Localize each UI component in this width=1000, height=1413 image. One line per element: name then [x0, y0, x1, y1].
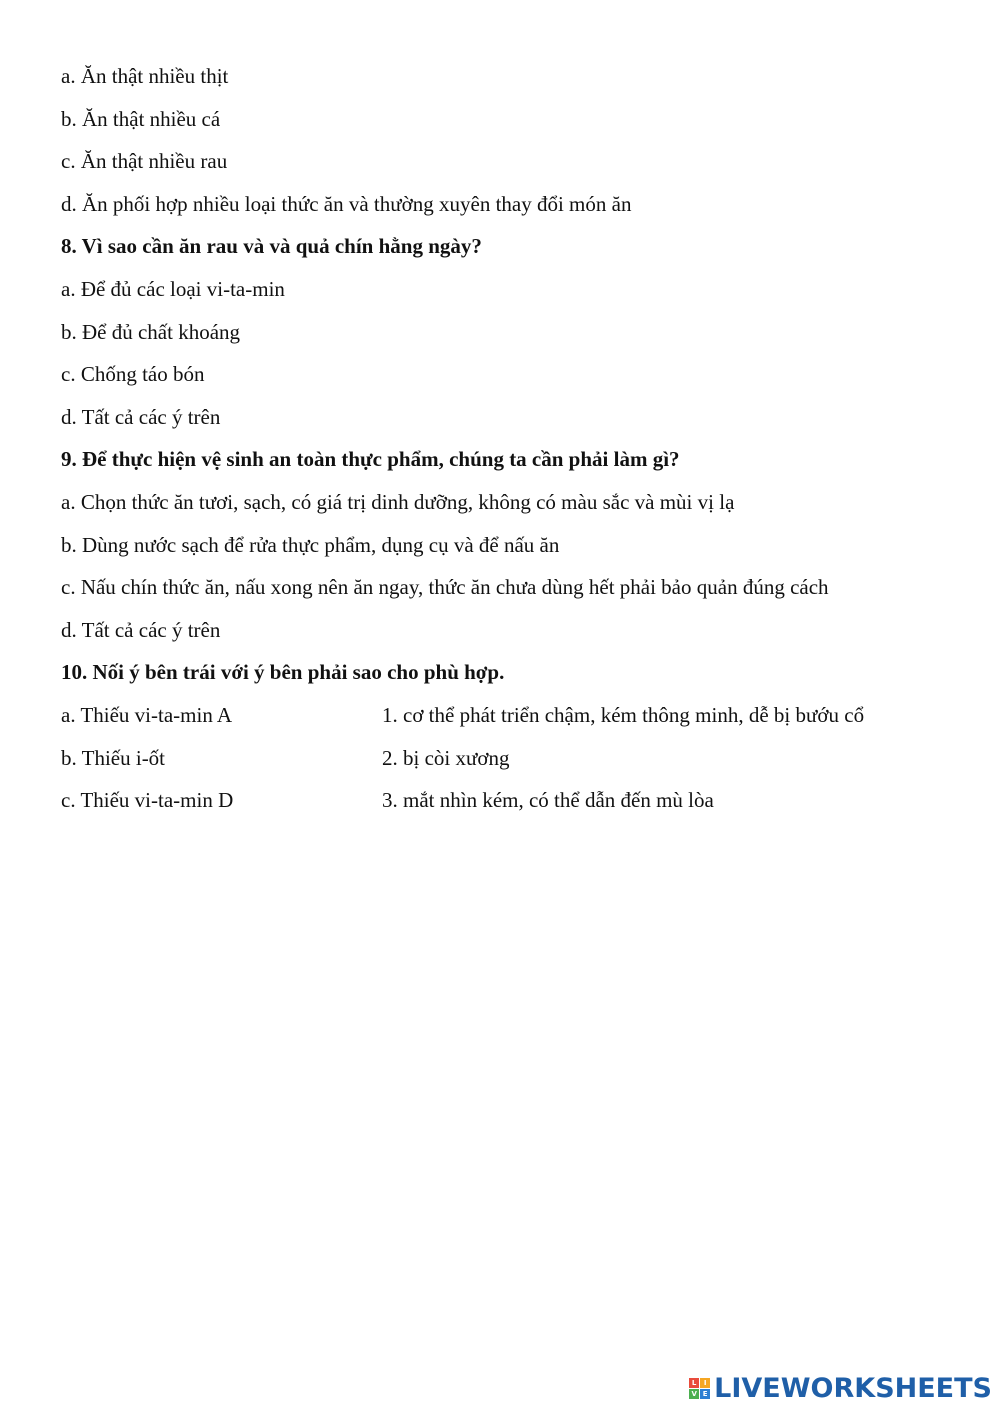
- logo-tile: E: [700, 1389, 710, 1399]
- q10-left-item: a. Thiếu vi-ta-min A: [61, 702, 233, 727]
- q10-match-row: [61, 737, 961, 780]
- logo-tile: V: [689, 1389, 699, 1399]
- q9-option-d: d. Tất cả các ý trên: [61, 617, 221, 642]
- q10-left-item: b. Thiếu i-ốt: [61, 745, 166, 770]
- q8-option-c: c. Chống táo bón: [61, 362, 205, 387]
- q7-option-d: d. Ăn phối hợp nhiều loại thức ăn và thường xuyên thay đổi món ăn: [61, 191, 632, 216]
- q8-option-b: b. Để đủ chất khoáng: [61, 319, 241, 344]
- q10-match-row: [61, 779, 961, 822]
- q10-left-item: c. Thiếu vi-ta-min D: [61, 788, 234, 813]
- q9-option-c: c. Nấu chín thức ăn, nấu xong nên ăn ngay, thức ăn chưa dùng hết phải bảo quản đúng cách: [61, 575, 829, 600]
- liveworksheets-logo-icon: [689, 1378, 710, 1399]
- liveworksheets-brand: [689, 1373, 992, 1403]
- q9-option-b: b. Dùng nước sạch để rửa thực phẩm, dụng cụ và để nấu ăn: [61, 532, 560, 557]
- q8-option-d: d. Tất cả các ý trên: [61, 404, 221, 429]
- q7-option-a: a. Ăn thật nhiều thịt: [61, 64, 229, 88]
- q9-question: 9. Để thực hiện vệ sinh an toàn thực phẩm, chúng ta cần phải làm gì?: [61, 447, 680, 472]
- q10-question: 10. Nối ý bên trái với ý bên phải sao cho phù hợp.: [61, 660, 505, 685]
- q10-right-item: 3. mắt nhìn kém, có thể dẫn đến mù lòa: [382, 788, 714, 813]
- q10-right-item: 2. bị còi xương: [382, 745, 510, 770]
- q10-right-item: 1. cơ thể phát triển chậm, kém thông minh, dễ bị bướu cổ: [382, 702, 865, 727]
- worksheet-page: [61, 55, 961, 822]
- q9-option-a: a. Chọn thức ăn tươi, sạch, có giá trị dinh dưỡng, không có màu sắc và mùi vị lạ: [61, 489, 735, 514]
- q10-match-row: [61, 694, 961, 737]
- logo-tile: I: [700, 1378, 710, 1388]
- q7-option-c: c. Ăn thật nhiều rau: [61, 149, 228, 174]
- q7-option-b: b. Ăn thật nhiều cá: [61, 106, 221, 131]
- q8-question: 8. Vì sao cần ăn rau và và quả chín hằng ngày?: [61, 234, 482, 259]
- logo-tile: L: [689, 1378, 699, 1388]
- brand-name: LIVEWORKSHEETS: [714, 1372, 992, 1404]
- q8-option-a: a. Để đủ các loại vi-ta-min: [61, 276, 285, 301]
